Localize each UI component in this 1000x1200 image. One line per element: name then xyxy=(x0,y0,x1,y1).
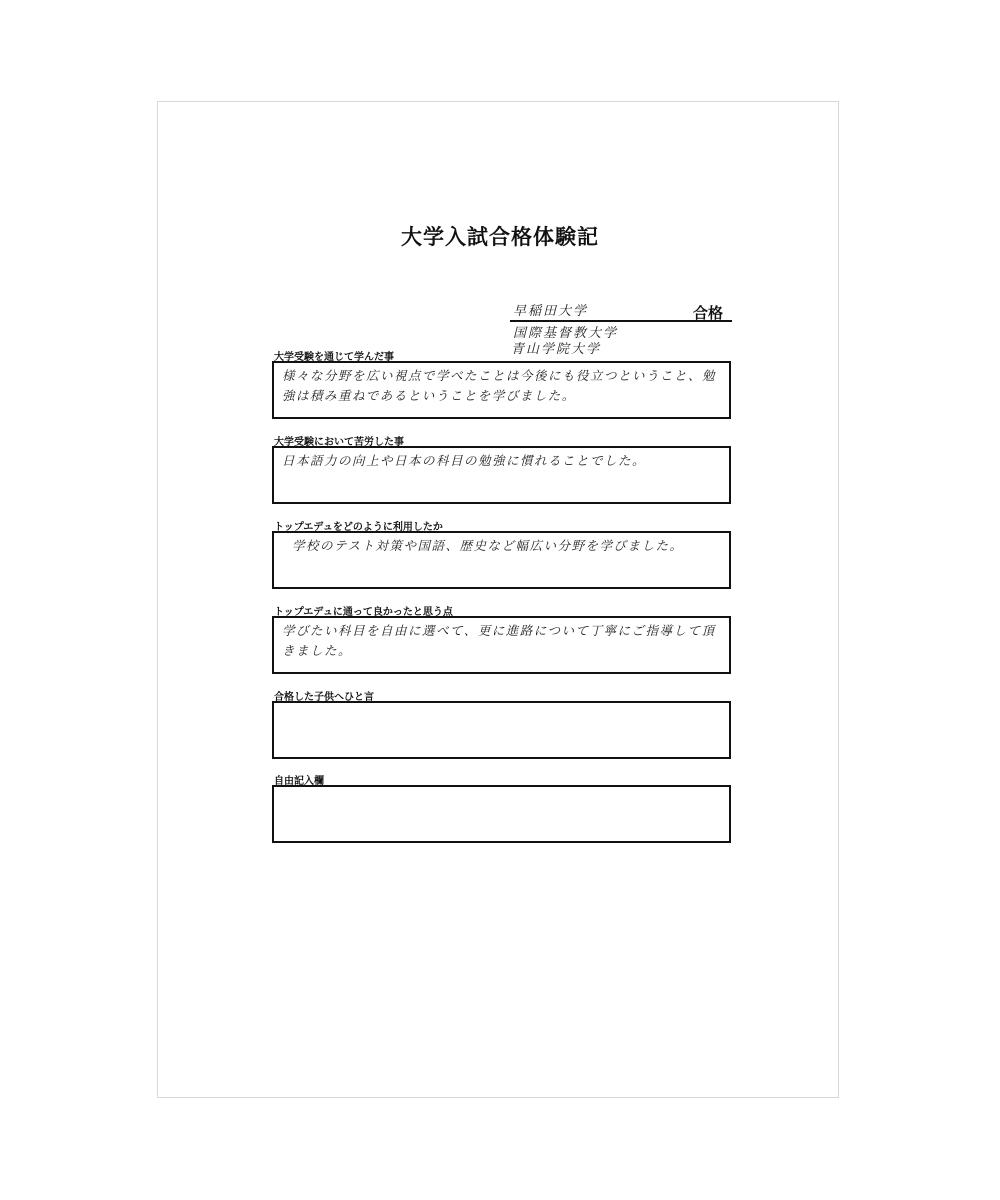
section-label-free-entry: 自由記入欄 xyxy=(274,776,324,787)
section-box-free-entry xyxy=(272,785,731,843)
university-name-1: 早稲田大学 xyxy=(513,304,589,319)
section-box-message xyxy=(272,701,731,759)
section-box-difficulty xyxy=(272,446,731,504)
section-label-good-points: トップエデュに通って良かったと思う点 xyxy=(274,607,453,618)
section-box-usage xyxy=(272,531,731,589)
section-label-usage: トップエデュをどのように利用したか xyxy=(274,522,443,533)
university-name-2: 国際基督教大学 xyxy=(513,326,619,341)
answer-difficulty: 日本語力の向上や日本の科目の勉強に慣れることでした。 xyxy=(282,453,647,468)
result-label: 合格 xyxy=(693,304,724,322)
university-name-3: 青山学院大学 xyxy=(511,342,602,357)
section-label-message: 合格した子供へひと言 xyxy=(274,692,374,703)
form-title: 大学入試合格体験記 xyxy=(401,225,599,249)
answer-learned: 様々な分野を広い視点で学べたことは今後にも役立つということ、勉強は積み重ねであるということを学びました。 xyxy=(282,368,717,403)
answer-good-points: 学びたい科目を自由に選べて、更に進路について丁寧にご指導して頂きました。 xyxy=(282,623,716,658)
section-box-good-points xyxy=(272,616,731,674)
section-label-difficulty: 大学受験において苦労した事 xyxy=(274,437,404,448)
answer-usage: 学校のテスト対策や国語、歴史など幅広い分野を学びました。 xyxy=(292,538,684,553)
section-box-learned xyxy=(272,361,731,419)
section-label-learned: 大学受験を通じて学んだ事 xyxy=(274,352,394,363)
